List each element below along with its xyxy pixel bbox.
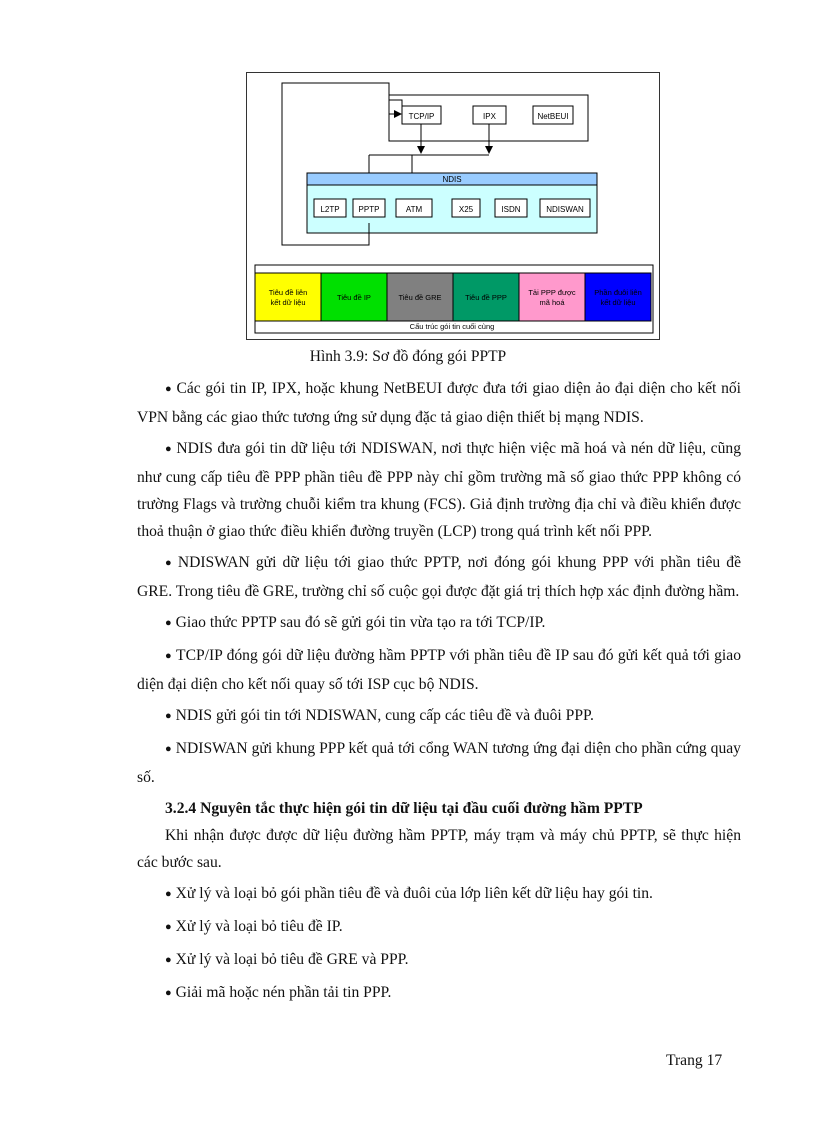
packet-field [453, 273, 519, 321]
svg-text:NetBEUI: NetBEUI [537, 112, 569, 121]
svg-text:Tiêu đề liên: Tiêu đề liên [268, 288, 308, 297]
svg-text:Tải PPP được: Tải PPP được [528, 288, 576, 297]
section-heading: 3.2.4 Nguyên tắc thực hiện gói tin dữ liệu tại đầu cuối đường hầm PPTP [165, 800, 643, 817]
svg-text:kết dữ liệu: kết dữ liệu [270, 298, 306, 307]
svg-text:ATM: ATM [405, 205, 423, 214]
list-item: ● Các gói tin IP, IPX, hoặc khung NetBEUI được đưa tới giao diện ảo đại diện cho kết nối VPN bằng các giao thức tương ứng sử dụng đặc tả giao diện thiết bị mạng NDIS. [137, 380, 741, 426]
svg-text:X25: X25 [458, 205, 474, 214]
step-item: ● Giải mã hoặc nén phần tải tin PPP. [165, 984, 392, 1001]
page-number: Trang 17 [666, 1052, 723, 1069]
step-item: ● Xử lý và loại bỏ tiêu đề GRE và PPP. [165, 951, 409, 968]
figure-caption: Hình 3.9: Sơ đồ đóng gói PPTP [309, 348, 507, 365]
ndis-item-l2tp [314, 199, 346, 217]
protocol-netbeui [533, 106, 573, 124]
packet-field [321, 273, 387, 321]
svg-text:IPX: IPX [483, 112, 496, 121]
svg-text:L2TP: L2TP [320, 205, 340, 214]
svg-text:PPTP: PPTP [358, 205, 380, 214]
svg-text:Tiêu đề PPP: Tiêu đề PPP [465, 293, 507, 302]
diagram-canvas [247, 73, 661, 341]
svg-text:TCP/IP: TCP/IP [408, 112, 435, 121]
svg-text:ISDN: ISDN [501, 205, 521, 214]
ndis-label: NDIS [442, 175, 462, 184]
svg-text:kết dữ liệu: kết dữ liệu [600, 298, 636, 307]
list-item: ● TCP/IP đóng gói dữ liệu đường hầm PPTP với phần tiêu đề IP sau đó gửi kết quả tới giao diện đại diện cho kết nối quay số tới ISP cục bộ NDIS. [137, 647, 741, 693]
svg-text:Phần đuôi liên: Phần đuôi liên [594, 288, 642, 297]
ndis-item-x25 [452, 199, 480, 217]
packet-field [519, 273, 585, 321]
svg-text:mã hoá: mã hoá [539, 298, 565, 307]
list-item: ● Giao thức PPTP sau đó sẽ gửi gói tin vừa tạo ra tới TCP/IP. [165, 614, 546, 631]
pptp-encapsulation-diagram [246, 72, 660, 340]
ndis-item-ndiswan [540, 199, 590, 217]
list-item: ● NDISWAN gửi dữ liệu tới giao thức PPTP, nơi đóng gói khung PPP với phần tiêu đề GRE. Trong tiêu đề GRE, trường chỉ số cuộc gọi được đặt giá trị thích hợp xác định đường hầm. [137, 554, 741, 600]
packet-field [387, 273, 453, 321]
svg-text:Tiêu đề IP: Tiêu đề IP [337, 293, 371, 302]
list-item: ● NDISWAN gửi khung PPP kết quả tới cổng WAN tương ứng đại diện cho phần cứng quay số. [137, 740, 741, 786]
protocol-tcpip [402, 106, 441, 124]
body-text [137, 375, 741, 1012]
svg-text:Tiêu đề GRE: Tiêu đề GRE [398, 293, 442, 302]
packet-field [585, 273, 651, 321]
step-item: ● Xử lý và loại bỏ tiêu đề IP. [165, 918, 343, 935]
ndis-item-pptp [353, 199, 385, 217]
packet-caption: Cấu trúc gói tin cuối cùng [409, 322, 495, 331]
packet-field [255, 273, 321, 321]
list-item: ● NDIS đưa gói tin dữ liệu tới NDISWAN, nơi thực hiện việc mã hoá và nén dữ liệu, cũng như cung cấp tiêu đề PPP phần tiêu đề PPP này chỉ gồm trường mã số giao thức PPP không có trường Flags và trường chuỗi kiểm tra khung (FCS). Giả định trường địa chỉ và điều khiển được thoả thuận ở giao thức điều khiển đường truyền (LCP) trong quá trình kết nối PPP. [137, 440, 741, 540]
ndis-item-isdn [495, 199, 527, 217]
list-item: ● NDIS gửi gói tin tới NDISWAN, cung cấp các tiêu đề và đuôi PPP. [165, 707, 594, 724]
ndis-item-atm [396, 199, 432, 217]
svg-text:NDISWAN: NDISWAN [546, 205, 584, 214]
intro-paragraph: Khi nhận được được dữ liệu đường hầm PPTP, máy trạm và máy chủ PPTP, sẽ thực hiện các bước sau. [137, 827, 741, 871]
protocol-ipx [473, 106, 506, 124]
step-item: ● Xử lý và loại bỏ gói phần tiêu đề và đuôi của lớp liên kết dữ liệu hay gói tin. [165, 885, 653, 902]
